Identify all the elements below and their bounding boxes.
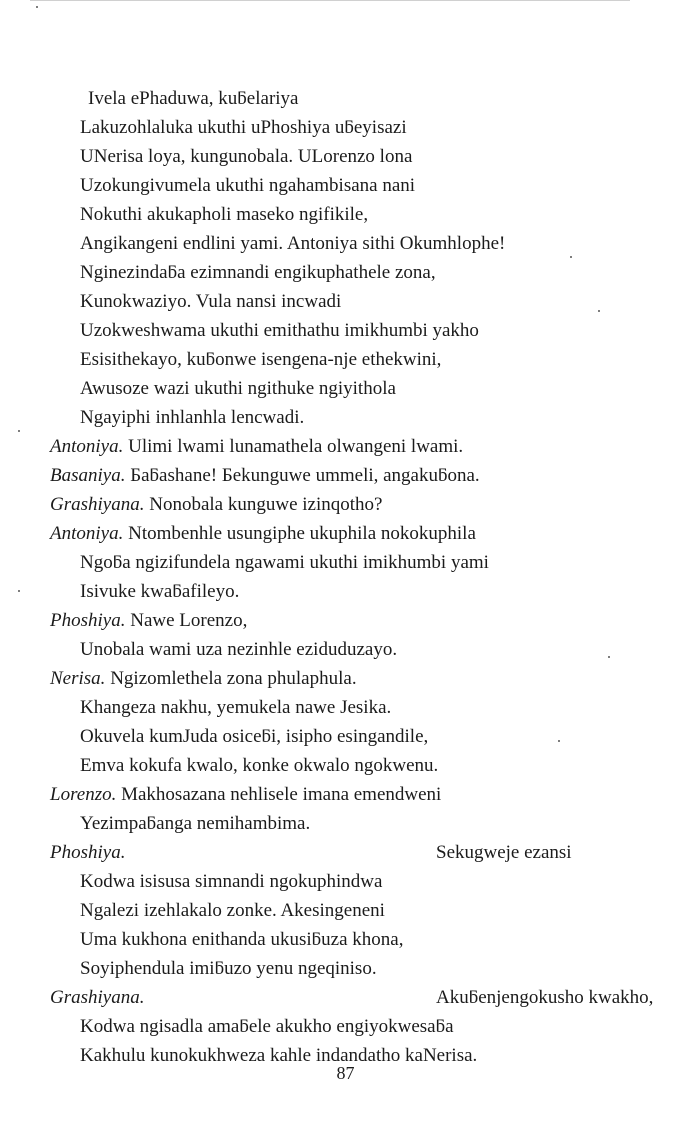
text-line [50,345,660,374]
text-line [50,287,660,316]
text-line [50,606,660,635]
speaker-name: Basaniya. [50,465,126,486]
verse-text: Kunokwaziyo. Vula nansi incwadi [80,291,342,312]
text-line [50,548,660,577]
text-line [50,693,660,722]
ink-speck [18,430,20,432]
text-line [50,867,660,896]
speech-text: Ngizomlethela zona phulaphula. [110,668,357,689]
verse-text: Yezimpaƃanga nemihambima. [80,813,311,834]
text-line [50,142,660,171]
verse-text: Kodwa ngisadla amaƃele akukho engiyokwesaƃa [80,1016,454,1037]
ink-speck [558,740,560,742]
verse-text: Nokuthi akukapholi maseko ngifikile, [80,204,369,225]
speaker-name: Grashiyana. [50,494,145,515]
verse-text: Uzokweshwama ukuthi emithathu imikhumbi yakho [80,320,479,341]
ink-speck [18,590,20,592]
speech-text: Ulimi lwami lunamathela olwangeni lwami. [128,436,464,457]
verse-text: Esisithekayo, kuƃonwe isengena-nje ethekwini, [80,349,442,370]
speech-text: Ƃaƃashane! Ƃekunguwe ummeli, angakuƃona. [130,465,480,486]
page-number: 87 [336,1063,355,1083]
speaker-name: Lorenzo. [50,784,117,805]
text-line [50,113,660,142]
ink-speck [570,256,572,258]
speech-text: Makhosazana nehlisele imana emendweni [121,784,442,805]
verse-text: Okuvela kumJuda osiceƃi, isipho esingandile, [80,726,429,747]
speaker-name: Antoniya. [50,523,124,544]
verse-text: Uma kukhona enithanda ukusiƃuza khona, [80,929,404,950]
speech-text: Nawe Lorenzo, [130,610,248,631]
verse-text: Angikangeni endlini yami. Antoniya sithi Okumhlophe! [80,233,506,254]
verse-text: Emva kokufa kwalo, konke okwalo ngokwenu. [80,755,439,776]
text-line [50,519,660,548]
verse-text: Kodwa isisusa simnandi ngokuphindwa [80,871,383,892]
text-line [50,809,660,838]
verse-text: Nginezindaƃa ezimnandi engikuphathele zona, [80,262,436,283]
text-line [50,780,660,809]
speaker-name: Phoshiya. [50,842,126,863]
verse-text: Ivela ePhaduwa, kuƃelariya [88,88,299,109]
text-line [50,838,660,867]
speech-text: Ntombenhle usungiphe ukuphila nokokuphila [128,523,476,544]
verse-text: UNerisa loya, kungunobala. ULorenzo lona [80,146,413,167]
verse-text: Isivuke kwaƃafileyo. [80,581,240,602]
verse-text: Uzokungivumela ukuthi ngahambisana nani [80,175,416,196]
verse-text: Ngalezi izehlakalo zonke. Akesingeneni [80,900,385,921]
text-line [50,983,660,1012]
text-line [50,896,660,925]
text-line [50,316,660,345]
text-line [50,374,660,403]
ink-speck [36,6,38,8]
text-line [50,925,660,954]
text-line [50,200,660,229]
text-line [50,751,660,780]
text-line [50,461,660,490]
text-line [50,490,660,519]
text-line [50,432,660,461]
verse-text: Unobala wami uza nezinhle eziduduzayo. [80,639,398,660]
text-line [50,84,660,113]
text-line [50,577,660,606]
ink-speck [598,310,600,312]
verse-text: Khangeza nakhu, yemukela nawe Jesika. [80,697,392,718]
speaker-name: Antoniya. [50,436,124,457]
text-line [50,635,660,664]
text-line [50,171,660,200]
verse-text: Ngayiphi inhlanhla lencwadi. [80,407,305,428]
verse-text: Ngoƃa ngizifundela ngawami ukuthi imikhumbi yami [80,552,489,573]
ink-speck [608,656,610,658]
speaker-name: Nerisa. [50,668,106,689]
speech-text: Sekugweje ezansi [436,842,572,863]
speech-text: Akuƃenjengokusho kwakho, [436,987,654,1008]
text-line [50,403,660,432]
verse-text: Soyiphendula imiƃuzo yenu ngeqiniso. [80,958,377,979]
speaker-name: Phoshiya. [50,610,126,631]
verse-text: Kakhulu kunokukhweza kahle indandatho kaNerisa. [80,1045,478,1066]
verse-text: Awusoze wazi ukuthi ngithuke ngiyithola [80,378,396,399]
text-line [50,954,660,983]
text-line [50,1012,660,1041]
verse-text: Lakuzohlaluka ukuthi uPhoshiya uƃeyisazi [80,117,407,138]
dialogue-text [50,84,660,1070]
top-edge-rule [30,0,630,1]
text-line [50,229,660,258]
speech-text: Nonobala kunguwe izinqotho? [149,494,383,515]
text-line [50,664,660,693]
speaker-name: Grashiyana. [50,987,145,1008]
text-line [50,722,660,751]
text-line [50,258,660,287]
